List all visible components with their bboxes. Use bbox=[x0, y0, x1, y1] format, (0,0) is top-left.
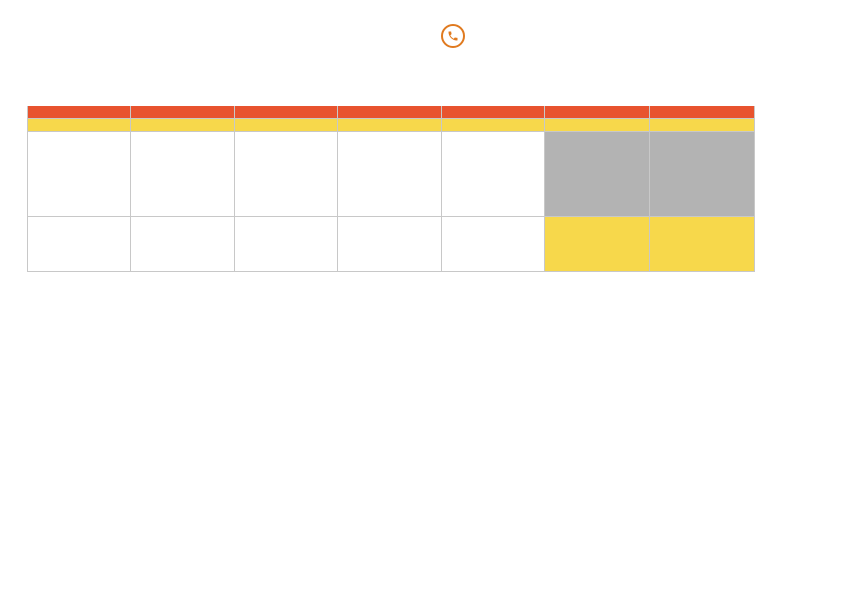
alt-menu-cell bbox=[338, 217, 442, 272]
soup-menu-cell bbox=[650, 132, 755, 217]
soup-menu-cell bbox=[442, 132, 545, 217]
alt-menu-row bbox=[27, 217, 755, 272]
day-header-zondag bbox=[650, 106, 755, 119]
alt-menu-cell bbox=[442, 217, 545, 272]
date-cell bbox=[131, 119, 235, 132]
date-cell bbox=[442, 119, 545, 132]
day-header-dinsdag bbox=[131, 106, 235, 119]
phone-line bbox=[441, 24, 471, 48]
logo-wordmark bbox=[48, 27, 50, 78]
alt-menu-cell bbox=[235, 217, 338, 272]
date-cell bbox=[338, 119, 442, 132]
soup-menu-row bbox=[27, 132, 755, 217]
soup-menu-cell bbox=[545, 132, 650, 217]
alt-menu-cell bbox=[131, 217, 235, 272]
day-header-woensdag bbox=[235, 106, 338, 119]
soup-menu-cell bbox=[338, 132, 442, 217]
day-header-row bbox=[27, 106, 755, 119]
date-cell bbox=[235, 119, 338, 132]
date-cell bbox=[545, 119, 650, 132]
day-header-zaterdag bbox=[545, 106, 650, 119]
menu-grid bbox=[27, 106, 755, 272]
date-cell bbox=[650, 119, 755, 132]
alt-menu-cell bbox=[545, 217, 650, 272]
logo bbox=[44, 17, 256, 89]
date-row bbox=[27, 119, 755, 132]
day-header-maandag bbox=[27, 106, 131, 119]
day-header-vrijdag bbox=[442, 106, 545, 119]
soup-menu-cell bbox=[27, 132, 131, 217]
soup-menu-cell bbox=[131, 132, 235, 217]
phone-icon bbox=[441, 24, 465, 48]
alt-menu-cell bbox=[650, 217, 755, 272]
soup-menu-cell bbox=[235, 132, 338, 217]
day-header-donderdag bbox=[338, 106, 442, 119]
alt-menu-cell bbox=[27, 217, 131, 272]
date-cell bbox=[27, 119, 131, 132]
